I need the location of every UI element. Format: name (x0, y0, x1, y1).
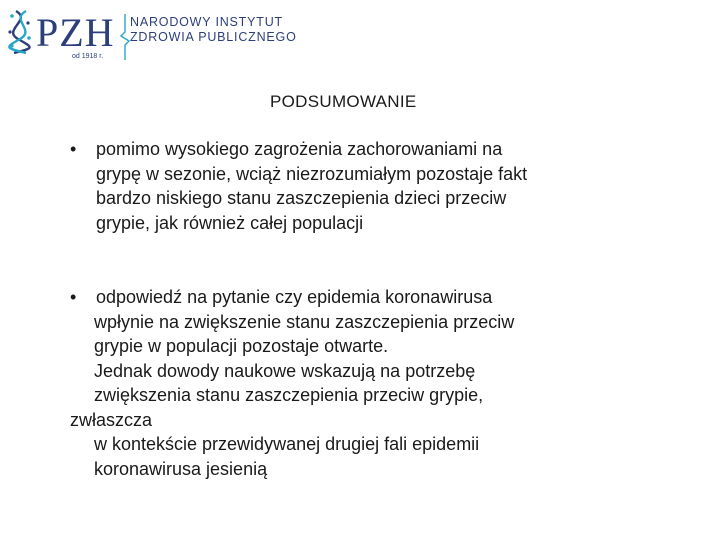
slide-content (70, 137, 710, 481)
text-line: bardzo niskiego stanu zaszczepienia dzieci przeciw (96, 188, 507, 208)
bullet-icon: • (70, 139, 77, 159)
bullet-point-2 (70, 285, 710, 481)
text-line: odpowiedź na pytanie czy epidemia koronawirusa (96, 287, 493, 307)
slide-title: PODSUMOWANIE (270, 92, 417, 111)
founded-label: od 1918 r. (72, 53, 104, 60)
text-line: grypie, jak również całej populacji (96, 212, 364, 233)
text-line: grypie w populacji pozostaje otwarte. (94, 336, 389, 356)
institute-name-line-1: NARODOWY INSTYTUT (130, 15, 283, 29)
pzh-logo (6, 8, 306, 68)
institute-name (130, 15, 297, 45)
text-line: wpłynie na zwiększenie stanu zaszczepienia przeciw (94, 311, 515, 332)
text-line: w kontekście przewidywanej drugiej fali epidemii (94, 434, 480, 454)
text-line: grypę w sezonie, wciąż niezrozumiałym pozostaje fakt (96, 163, 528, 184)
bullet-text-1 (96, 137, 710, 235)
text-line: pomimo wysokiego zagrożenia zachorowaniami na (96, 139, 503, 159)
bullet-point-1 (70, 137, 710, 235)
logo-abbreviation: PZH (36, 10, 115, 55)
text-line: koronawirusa jesienią (94, 458, 268, 479)
institute-name-line-2: ZDROWIA PUBLICZNEGO (130, 30, 297, 44)
bullet-icon: • (70, 287, 77, 307)
text-line: Jednak dowody naukowe wskazują na potrzebę (94, 360, 476, 381)
text-line: zwiększenia stanu zaszczepienia przeciw grypie, (94, 385, 484, 405)
text-line: zwłaszcza (70, 409, 153, 430)
